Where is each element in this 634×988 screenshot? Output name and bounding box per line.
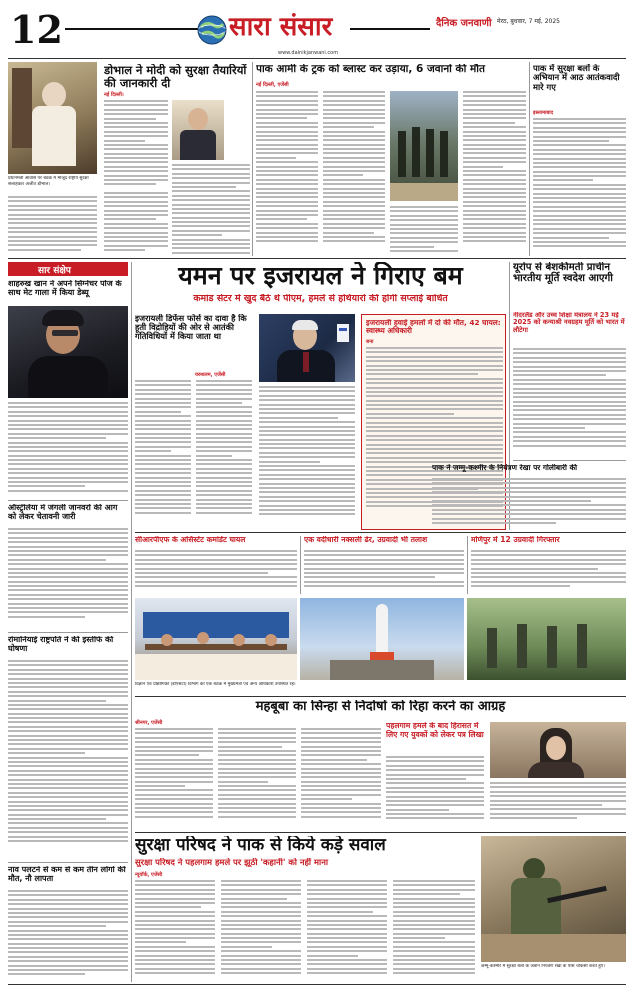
naxal-body bbox=[304, 550, 464, 594]
romania-headline: रोमानियाई राष्ट्रपति ने की इस्तीफे की घोषणा bbox=[8, 636, 114, 653]
parade-photo bbox=[390, 91, 458, 201]
lead-body-col2 bbox=[196, 380, 252, 530]
manipur-headline: मणिपुर में 12 उग्रवादी गिरफ्तार bbox=[471, 536, 560, 544]
shahrukh-body bbox=[8, 402, 128, 498]
mehbooba-body-2 bbox=[218, 728, 296, 828]
army-truck-col4 bbox=[463, 91, 526, 256]
un-subhead: सुरक्षा परिषद ने पहलगाम हमले पर झूठी 'कहानी' को नहीं माना bbox=[135, 858, 329, 867]
dateline: मेरठ, बुधवार, 7 मई, 2025 bbox=[497, 18, 560, 25]
manipur-photo bbox=[467, 598, 626, 680]
naxal-story bbox=[304, 536, 464, 594]
brief-divider bbox=[8, 862, 128, 863]
doval-dateline: नई दिल्ली। bbox=[104, 92, 124, 98]
page-bottom-rule bbox=[8, 984, 626, 985]
mehbooba-box bbox=[386, 722, 484, 828]
pak-operation-headline: पाक में सुरक्षा बलों के अभियान में आठ आतंकवादी मारे गए bbox=[533, 64, 620, 92]
column-rule bbox=[300, 536, 301, 594]
un-body-3 bbox=[307, 880, 387, 984]
doval-body bbox=[104, 100, 168, 190]
mehbooba-dateline: श्रीनगर, एजेंसी bbox=[135, 720, 163, 726]
europe-body bbox=[513, 348, 626, 456]
page-number: 12 bbox=[10, 7, 63, 52]
lead-dateline: यरुशलम, एजेंसी bbox=[195, 372, 226, 378]
un-body-1 bbox=[135, 880, 215, 984]
crpf-headline: सीआरपीएफ के असिस्टेंट कमांडेंट घायल bbox=[135, 536, 246, 544]
army-truck-dateline: नई दिल्ली, एजेंसी bbox=[256, 82, 289, 88]
europe-subhead: नीदरलैंड और उच्च शिक्षा मंत्रालय ने 23 मई 2025 को कन्याश्री नवग्रहम मूर्ति को भारत में लौटेगा bbox=[513, 312, 625, 334]
column-rule bbox=[252, 62, 253, 256]
section-divider bbox=[135, 696, 626, 697]
army-truck-headline: पाक आर्मी के ट्रक को ब्लास्ट कर उड़ाया, 6 जवानों की मौत bbox=[256, 64, 485, 75]
naxal-headline: एक वर्दीधारी नक्सली ढेर, उग्रवादी भी तलाश bbox=[304, 536, 428, 544]
un-body-4 bbox=[393, 880, 475, 984]
lead-body-col1 bbox=[135, 380, 191, 530]
brand-name: दैनिक जनवाणी bbox=[436, 18, 492, 29]
brief-divider bbox=[8, 632, 128, 633]
lead-kicker: इजरायली डिफेंस फोर्स का दावा है कि हूती विद्रोहियों की ओर से आतंकी गतिविधियों में किया जाता था bbox=[135, 314, 247, 342]
masthead-divider bbox=[8, 58, 626, 59]
pm-photo-caption: प्रधानमंत्री आवास पर बैठक में मौजूद राष्ट्रीय सुरक्षा सलाहकार अजीत डोभाल। bbox=[8, 176, 89, 187]
loc-headline: पाक ने जम्मू-कश्मीर के नियंत्रण रेखा पर गोलीबारी की bbox=[432, 464, 578, 472]
manipur-story bbox=[471, 536, 626, 594]
meeting-photo-caption: विज्ञान एवं प्रौद्योगिकी (डीएसटी) विभाग की एक बैठक में मुख्यमंत्री एवं अन्य अधिकारी उपस्थित रहे। bbox=[135, 682, 296, 687]
army-truck-col2 bbox=[323, 91, 385, 256]
column-rule bbox=[529, 62, 530, 256]
forest-headline: ऑस्ट्रेलिया में जंगली जानवरों की आग को लेकर चेतावनी जारी bbox=[8, 504, 118, 521]
un-headline: सुरक्षा परिषद ने पाक से किये कड़े सवाल bbox=[135, 836, 386, 855]
mehbooba-headline: महबूबा का सिन्हा से निर्दोषों को रिहा करने का आग्रह bbox=[255, 700, 506, 714]
loc-body bbox=[432, 478, 626, 530]
un-body-2 bbox=[221, 880, 301, 984]
doval-photo bbox=[172, 100, 224, 160]
army-truck-col1 bbox=[256, 91, 318, 256]
boat-body bbox=[8, 890, 128, 982]
section-divider bbox=[135, 832, 626, 833]
brand-logo bbox=[436, 15, 492, 29]
forest-body bbox=[8, 528, 128, 628]
mehbooba-box-headline: पहलगाम हमले के बाद हिरासत में लिए गए युवकों को लेकर पत्र लिखा bbox=[386, 722, 484, 739]
section-divider bbox=[135, 532, 626, 533]
masthead bbox=[0, 0, 634, 60]
column-rule bbox=[467, 536, 468, 594]
meeting-photo bbox=[135, 598, 297, 680]
section-divider bbox=[8, 258, 626, 259]
sar-label: सार संक्षेप bbox=[38, 266, 71, 276]
doval-body-2 bbox=[172, 164, 250, 254]
lead-box-dateline: सना bbox=[366, 339, 374, 345]
pak-operation-body bbox=[533, 118, 626, 256]
pak-operation-story bbox=[533, 64, 626, 256]
lead-subhead: कमांड सेंटर में खुद बैठे थे पीएम, हमले से हथियारों की होगी सप्लाई बाधित bbox=[193, 294, 448, 304]
europe-story bbox=[513, 262, 626, 458]
masthead-rule-right bbox=[350, 28, 430, 30]
europe-headline: यूरोप से बेशकीमती प्राचीन भारतीय मूर्ति स्वदेश आएगी bbox=[513, 262, 613, 285]
lead-body-col3 bbox=[259, 386, 355, 530]
doval-headline: डोभाल ने मोदी को सुरक्षा तैयारियों की जानकारी दी bbox=[104, 64, 247, 90]
lead-headline: यमन पर इजरायल ने गिराए बम bbox=[178, 262, 463, 290]
brief-divider bbox=[8, 500, 128, 501]
masthead-rule-left bbox=[65, 28, 205, 30]
website-url[interactable]: www.dainikjanwani.com bbox=[278, 50, 339, 56]
globe-icon bbox=[197, 15, 227, 45]
column-rule bbox=[131, 262, 132, 982]
mehbooba-photo bbox=[490, 722, 626, 778]
doval-body-4 bbox=[8, 196, 97, 254]
netanyahu-photo bbox=[259, 314, 355, 382]
rocket-photo bbox=[300, 598, 464, 680]
crpf-body bbox=[135, 550, 297, 594]
shahrukh-headline: शाहरुख खान ने अपने सिग्नेचर पोज के साथ मेट गाला में किया डेब्यू bbox=[8, 280, 122, 297]
masthead-title: सारा संसार bbox=[229, 12, 333, 42]
mehbooba-body-4 bbox=[490, 782, 626, 828]
pm-photo bbox=[8, 62, 97, 174]
mehbooba-body-3 bbox=[301, 728, 381, 828]
sar-sankshep bbox=[8, 262, 128, 982]
doval-story bbox=[8, 62, 250, 256]
un-story bbox=[135, 836, 626, 984]
un-dateline: न्यूयॉर्क, एजेंसी bbox=[135, 872, 163, 878]
mehbooba-body-1 bbox=[135, 728, 213, 828]
soldier-photo-caption: जम्मू-कश्मीर में सुरक्षा बलों के जवान नियंत्रण रेखा के पास चौकसी करते हुए। bbox=[481, 964, 605, 969]
romania-body bbox=[8, 660, 128, 860]
story-divider bbox=[513, 460, 626, 461]
lead-box-headline: इजरायली हवाई हमलों में दो की मौत, 42 घायल: स्वास्थ्य अधिकारी bbox=[366, 319, 501, 336]
boat-headline: नाव पलटने से कम से कम तीन लोगों की मौत, नौ लापता bbox=[8, 866, 126, 883]
army-truck-col3 bbox=[390, 206, 458, 256]
doval-body-3 bbox=[104, 192, 168, 254]
soldier-photo bbox=[481, 836, 626, 962]
manipur-body bbox=[471, 550, 626, 594]
sar-label-bar bbox=[8, 262, 128, 276]
army-truck-story bbox=[256, 62, 526, 256]
shahrukh-photo bbox=[8, 306, 128, 398]
crpf-story bbox=[135, 536, 297, 594]
pak-operation-dateline: इस्लामाबाद bbox=[533, 110, 554, 116]
mehbooba-box-body bbox=[386, 756, 484, 828]
